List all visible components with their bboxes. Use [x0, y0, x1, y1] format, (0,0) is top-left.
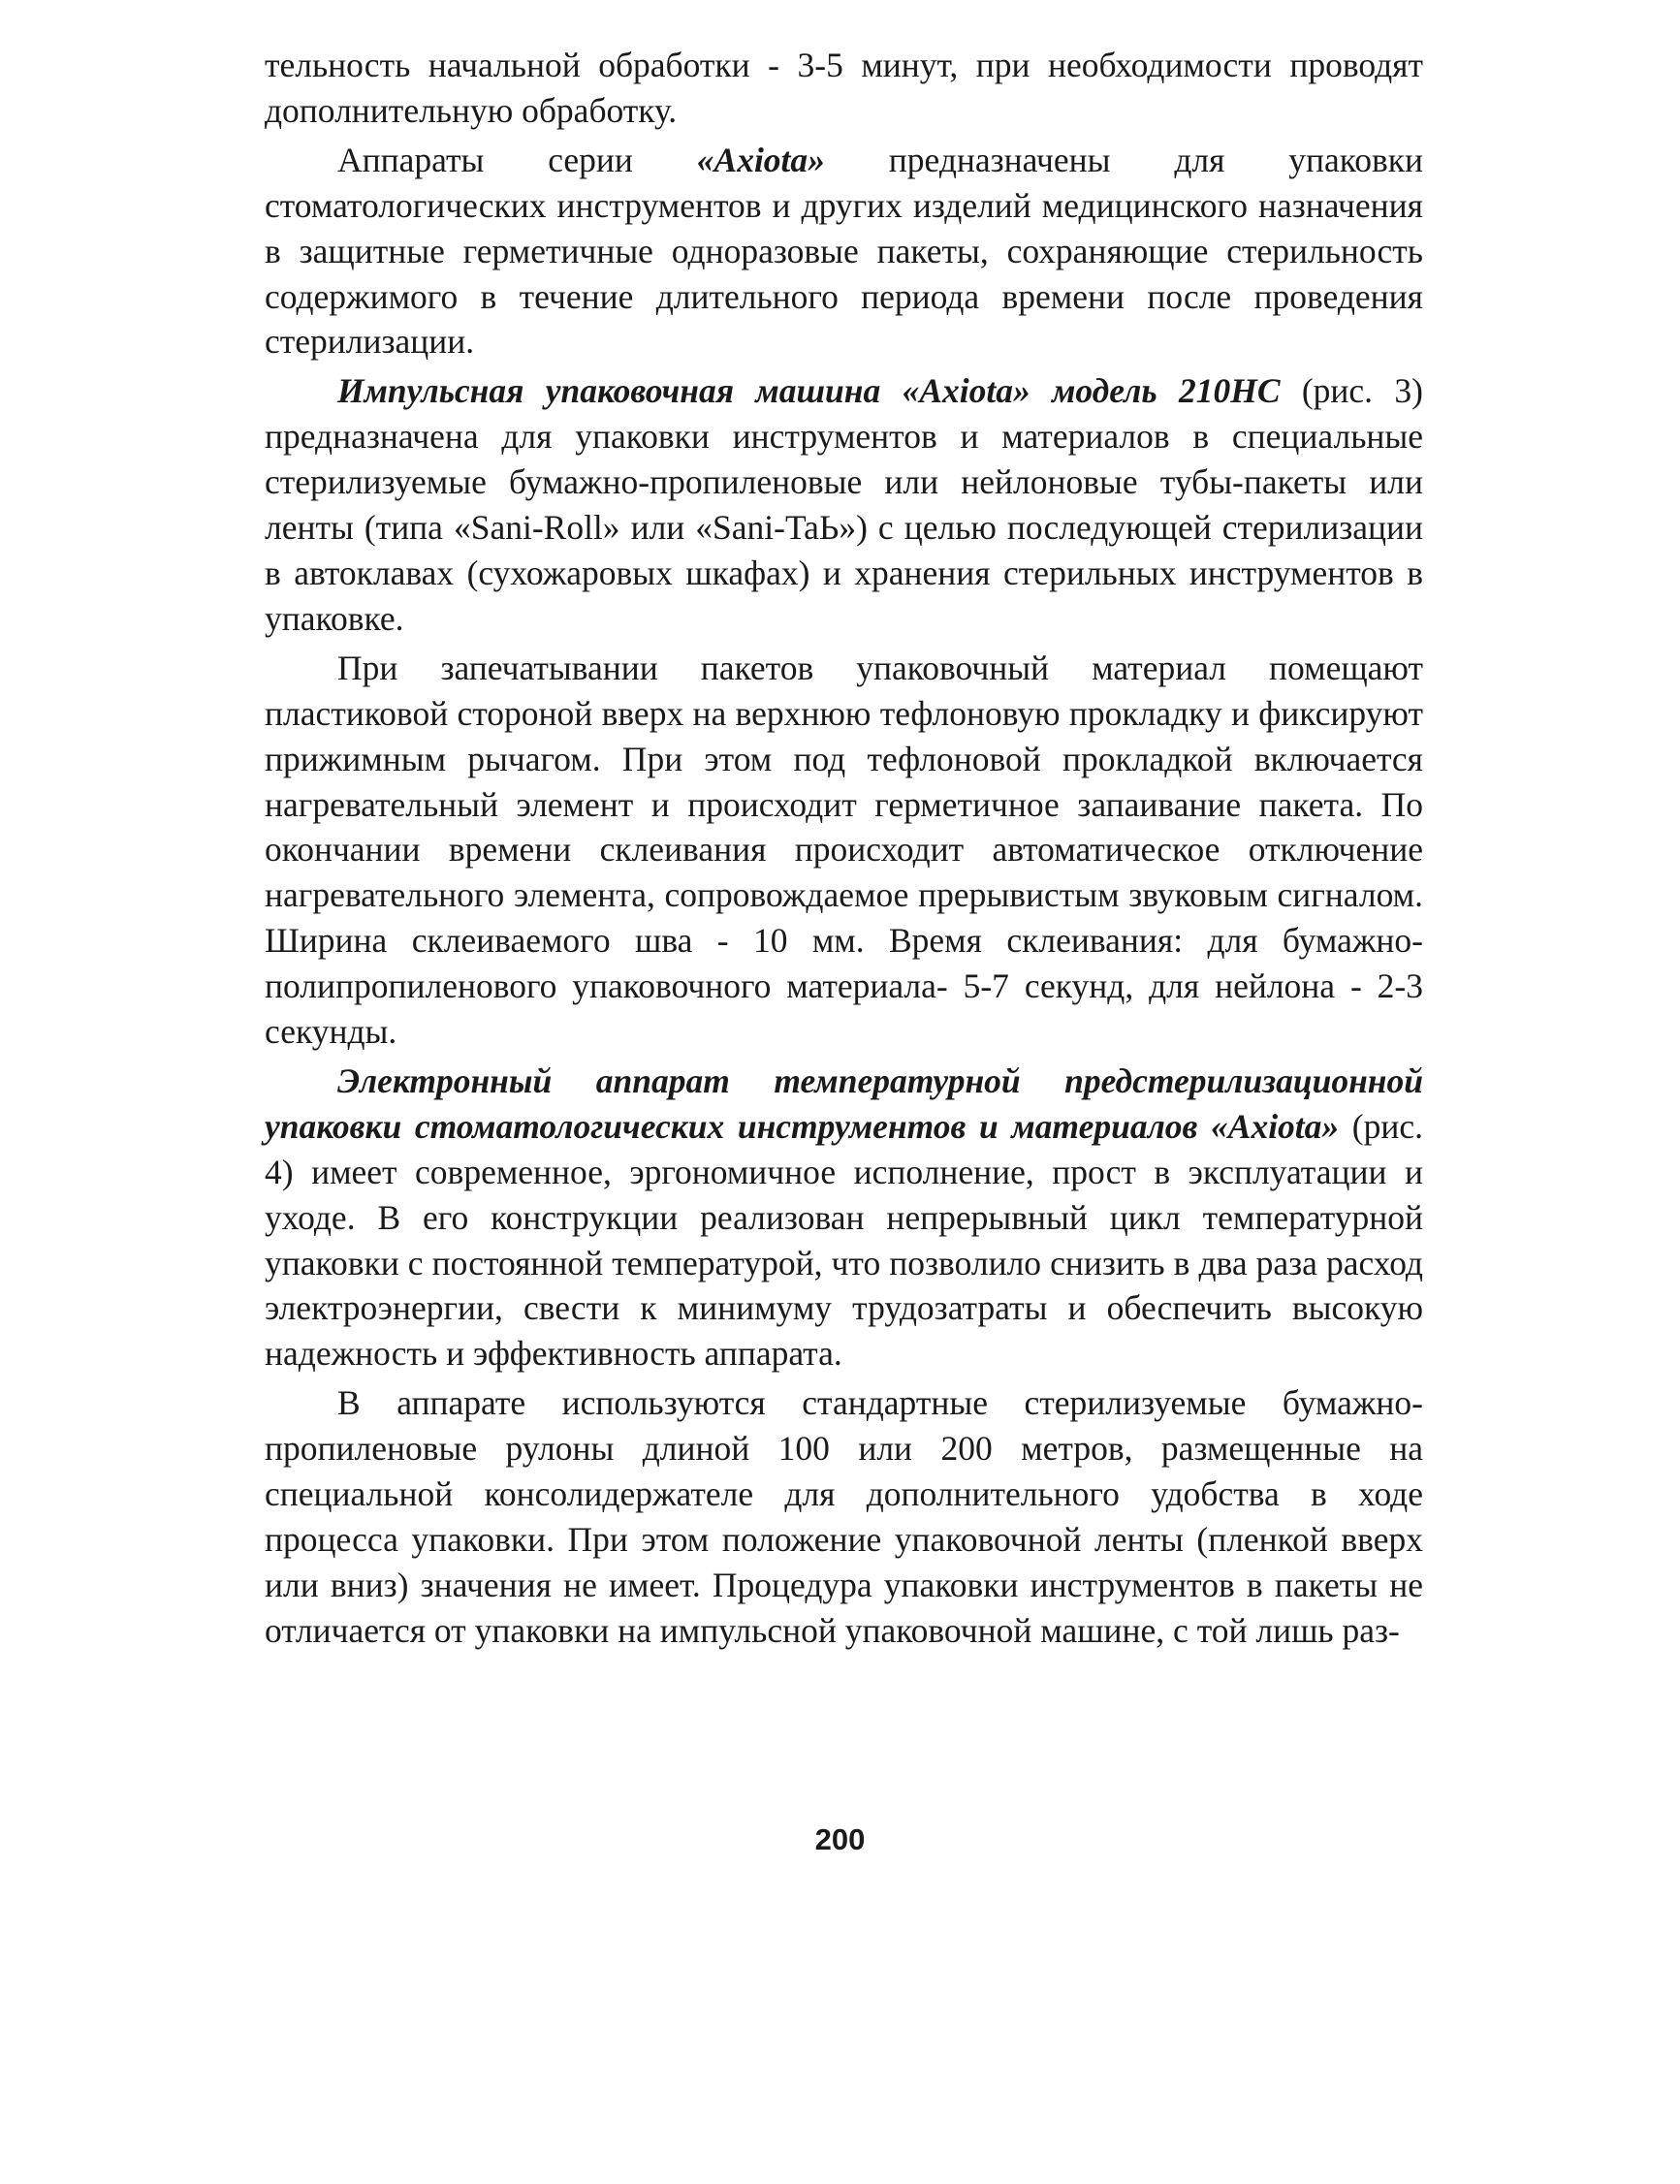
- paragraph-2-text-start: Аппараты серии: [337, 140, 697, 179]
- paragraph-6-text: В аппарате используются стандартные стерилизуемые бумажно-пропиленовые рулоны длиной 100 или 200 метров, размещенные на специальной консолидержателе для дополнительного удобства в ходе процесса упаковки. При этом положение упаковочной ленты (пленкой вверх или вниз) значения не имеет. Процедура упаковки инструментов в пакеты не отличается от упаковки на импульсной упаковочной машине, с той лишь раз-: [265, 1383, 1423, 1650]
- paragraph-4-text: При запечатывании пакетов упаковочный материал помещают пластиковой стороной вверх на верхнюю тефлоновую прокладку и фиксируют прижимным рычагом. При этом под тефлоновой прокладкой включается нагревательный элемент и происходит герметичное запаивание пакета. По окончании времени склеивания происходит автоматическое отключение нагревательного элемента, сопровождаемое прерывистым звуковым сигналом. Ширина склеиваемого шва - 10 мм. Время склеивания: для бумажно-полипропиленового упаковочного материала- 5-7 секунд, для нейлона - 2-3 секунды.: [265, 648, 1423, 1052]
- paragraph-1-text: тельность начальной обработки - 3-5 минут, при необходимости проводят дополнительную обработку.: [265, 46, 1423, 130]
- paragraph-6: [265, 1380, 1423, 1653]
- paragraph-5-text: (рис. 4) имеет современное, эргономичное исполнение, прост в эксплуатации и уходе. В его конструкции реализован непрерывный цикл температурной упаковки с постоянной температурой, что позволило снизить в два раза расход электроэнергии, свести к минимуму трудозатраты и обеспечить высокую надежность и эффективность аппарата.: [265, 1106, 1423, 1374]
- document-page: [265, 43, 1423, 1658]
- paragraph-3-text: (рис. 3) предназначена для упаковки инструментов и материалов в специальные стерилизуемые бумажно-пропиленовые или нейлоновые тубы-пакеты или ленты (типа «Sani-Roll» или «Sani-TaЬ») с целью последующей стерилизации в автоклавах (сухожаровых шкафах) и хранения стерильных инструментов в упаковке.: [265, 371, 1423, 638]
- paragraph-4: [265, 646, 1423, 1055]
- paragraph-5-heading: Электронный аппарат температурной предстерилизационной упаковки стоматологических инструментов и материалов «Axiota»: [265, 1060, 1423, 1146]
- paragraph-1: [265, 43, 1423, 134]
- paragraph-5: [265, 1059, 1423, 1377]
- paragraph-3: [265, 368, 1423, 641]
- paragraph-2-text-end: предназначены для упаковки стоматологических инструментов и других изделий медицинского назначения в защитные герметичные одноразовые пакеты, сохраняющие стерильность содержимого в течение длительного периода времени после проведения стерилизации.: [265, 140, 1423, 362]
- paragraph-2-product-name: «Axiota»: [696, 140, 825, 179]
- paragraph-2: [265, 138, 1423, 365]
- paragraph-3-heading: Импульсная упаковочная машина «Axiota» модель 210НС: [337, 371, 1281, 411]
- page-number: 200: [814, 1822, 866, 1856]
